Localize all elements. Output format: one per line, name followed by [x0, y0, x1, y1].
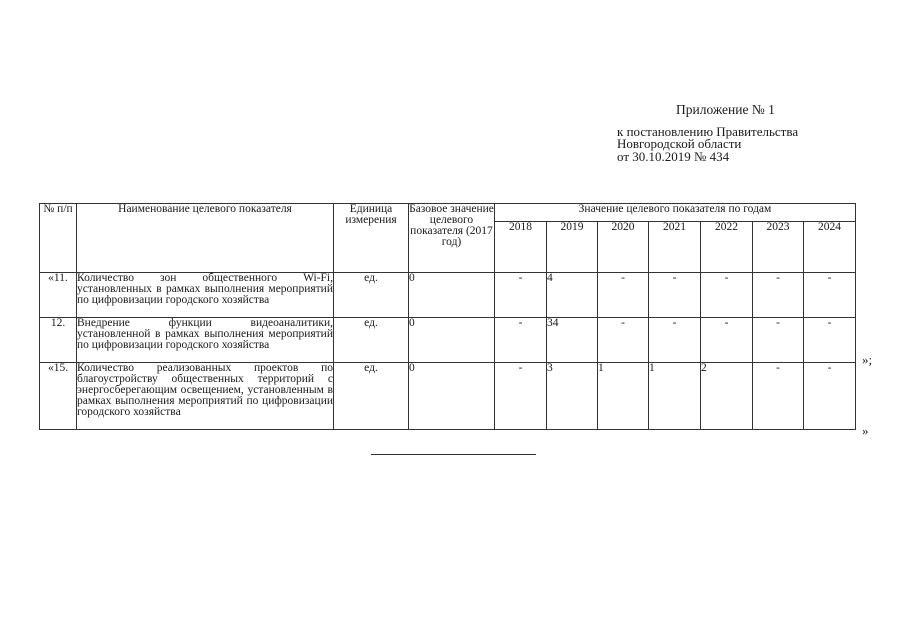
header-year: 2020 [598, 222, 649, 273]
row-num: «15. [40, 363, 77, 430]
header-unit: Единица измерения [334, 204, 409, 273]
row-value-2018: - [495, 363, 547, 430]
closing-quote-semicolon: »; [862, 352, 873, 367]
row-value-2024: - [804, 273, 856, 318]
row-value-2020: 1 [598, 363, 649, 430]
table-row [40, 363, 856, 430]
row-name: Количество реализованных проектов по благоустройству общественных территорий с энергосберегающим освещением, установленным в рамках выполнения мероприятий по цифровизации городского хозяйства [77, 363, 334, 430]
header-num: № п/п [40, 204, 77, 273]
appendix-title: Приложение № 1 [676, 102, 775, 117]
row-num: «11. [40, 273, 77, 318]
row-unit: ед. [334, 363, 409, 430]
row-value-2021: 1 [649, 363, 701, 430]
closing-quote: » [862, 423, 869, 438]
appendix-line-2: Новгородской области [617, 136, 742, 151]
row-value-2019: 4 [547, 273, 598, 318]
row-base: 0 [409, 273, 495, 318]
header-year: 2024 [804, 222, 856, 273]
row-value-2023: - [753, 273, 804, 318]
row-base: 0 [409, 318, 495, 363]
row-value-2018: - [495, 273, 547, 318]
header-year: 2019 [547, 222, 598, 273]
row-value-2024: - [804, 318, 856, 363]
row-name: Внедрение функции видеоаналитики, установленной в рамках выполнения мероприятий по цифровизации городского хозяйства [77, 318, 334, 363]
row-base: 0 [409, 363, 495, 430]
row-name: Количество зон общественного Wi-Fi, установленных в рамках выполнения мероприятий по цифровизации городского хозяйства [77, 273, 334, 318]
row-value-2024: - [804, 363, 856, 430]
row-value-2020: - [598, 273, 649, 318]
row-value-2021: - [649, 273, 701, 318]
header-year: 2023 [753, 222, 804, 273]
header-year: 2021 [649, 222, 701, 273]
separator-line [371, 454, 536, 455]
header-name: Наименование целевого показателя [77, 204, 334, 273]
header-year: 2018 [495, 222, 547, 273]
table-row [40, 318, 856, 363]
row-unit: ед. [334, 273, 409, 318]
row-value-2019: 3 [547, 363, 598, 430]
row-unit: ед. [334, 318, 409, 363]
header-base: Базовое значение целевого показателя (2017 год) [409, 204, 495, 273]
header-years-group: Значение целевого показателя по годам [495, 204, 856, 222]
row-value-2019: 34 [547, 318, 598, 363]
table-row [40, 273, 856, 318]
row-value-2018: - [495, 318, 547, 363]
row-value-2022: - [701, 273, 753, 318]
row-value-2023: - [753, 363, 804, 430]
appendix-line-3: от 30.10.2019 № 434 [617, 149, 730, 164]
row-value-2023: - [753, 318, 804, 363]
row-num: 12. [40, 318, 77, 363]
appendix-line-1: к постановлению Правительства [617, 124, 799, 139]
row-value-2022: 2 [701, 363, 753, 430]
row-value-2020: - [598, 318, 649, 363]
row-value-2021: - [649, 318, 701, 363]
indicators-table [39, 203, 856, 430]
header-year: 2022 [701, 222, 753, 273]
row-value-2022: - [701, 318, 753, 363]
